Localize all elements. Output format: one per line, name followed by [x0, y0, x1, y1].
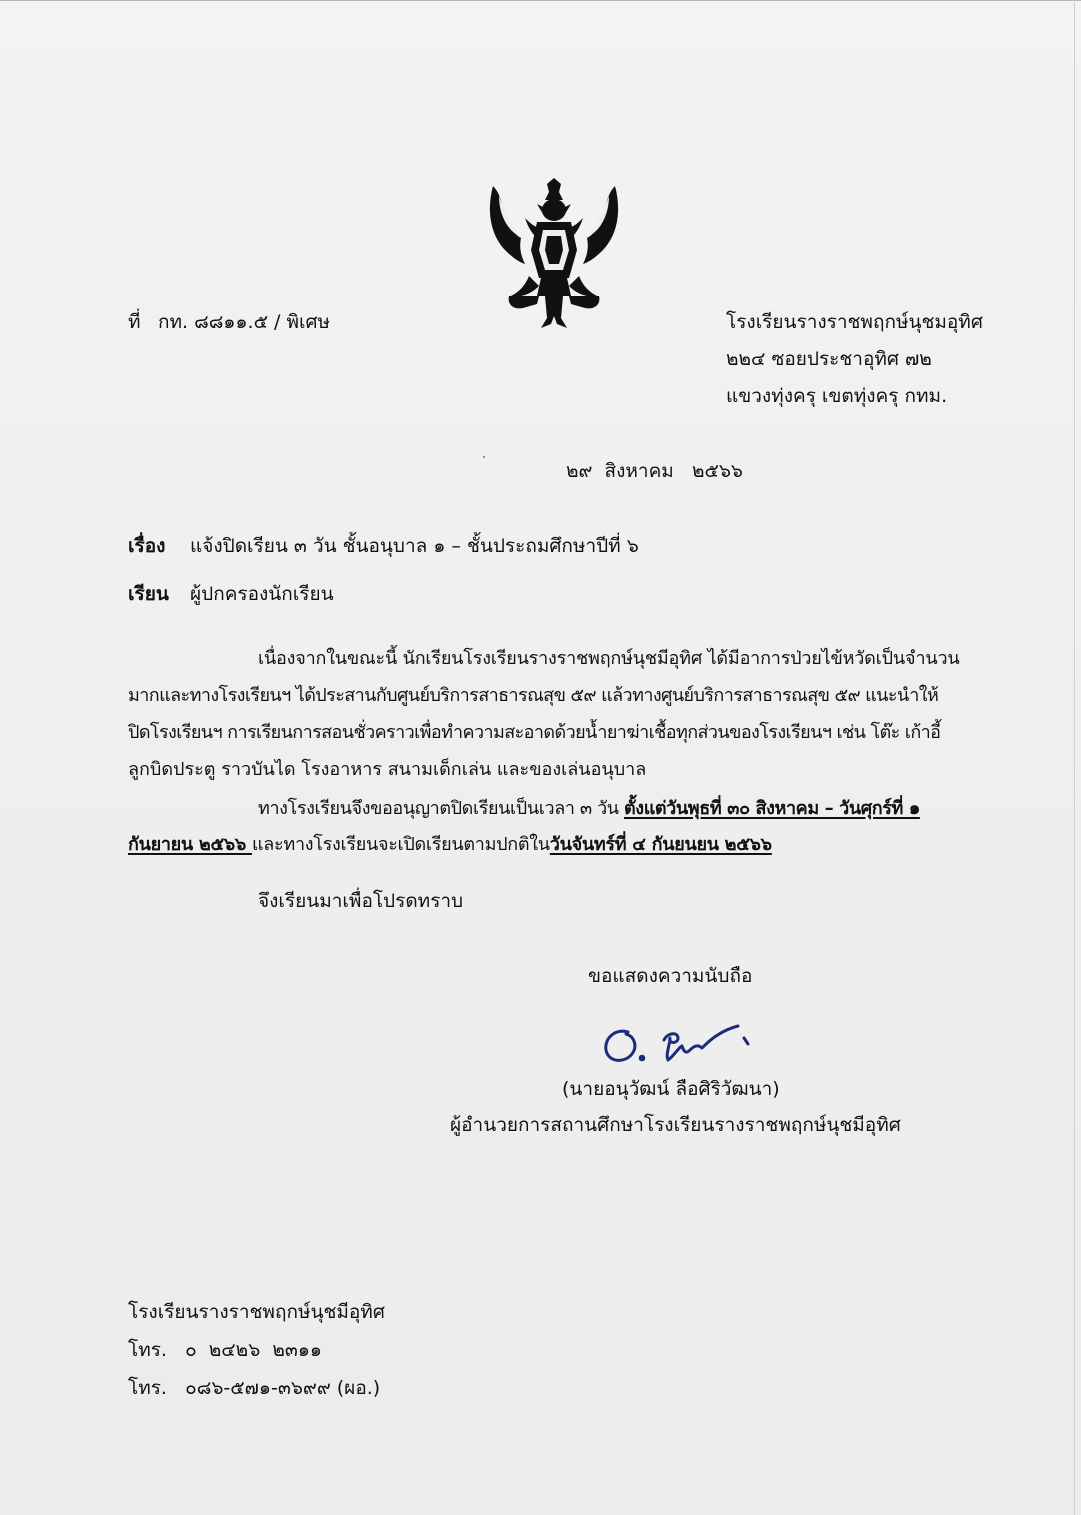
footer-phone-school: โทร. ๐ ๒๔๒๖ ๒๓๑๑ — [128, 1339, 322, 1361]
school-name: โรงเรียนรางราชพฤกษ์นุชมอุทิศ — [726, 311, 983, 333]
body-para2-line2 — [128, 833, 772, 857]
body-para2-line1 — [258, 797, 920, 821]
address-line-1: ๒๒๔ ซอยประชาอุทิศ ๗๒ — [726, 348, 932, 370]
body-para2-line2-plain: และทางโรงเรียนจะเปิดเรียนตามปกติใน — [251, 834, 550, 855]
closure-year-emphasis: กันยายน ๒๕๖๖ — [128, 834, 252, 855]
garuda-emblem-icon — [485, 178, 623, 328]
body-para1-line4: ลูกบิดประตู ราวบันได โรงอาหาร สนามเด็กเล่น และของเล่นอนุบาล — [128, 759, 647, 780]
letter-date: ๒๙ สิงหาคม ๒๕๖๖ — [566, 460, 743, 482]
reference-label: ที่ — [128, 311, 141, 333]
reference-number: กท. ๘๘๑๑.๕ / พิเศษ — [158, 311, 331, 333]
handwritten-signature-icon — [598, 1018, 758, 1070]
body-para1-line3: ปิดโรงเรียนฯ การเรียนการสอนชั่วคราวเพื่อทำความสะอาดด้วยน้ำยาฆ่าเชื้อทุกส่วนของโรงเรียนฯ เช่น โต๊ะ เก้าอี้ — [128, 722, 941, 743]
body-para2-line1-plain: ทางโรงเรียนจึงขออนุญาตปิดเรียนเป็นเวลา ๓ วัน — [258, 798, 625, 819]
footer-phone-director: โทร. ๐๘๖-๕๗๑-๓๖๙๙ (ผอ.) — [128, 1377, 381, 1399]
signatory-position: ผู้อำนวยการสถานศึกษาโรงเรียนรางราชพฤกษ์นุชมีอุทิศ — [450, 1114, 901, 1136]
reopen-date-emphasis: วันจันทร์ที่ ๔ กันยนยน ๒๕๖๖ — [549, 834, 772, 855]
recipient-text: ผู้ปกครองนักเรียน — [190, 583, 334, 605]
scan-edge-top — [0, 0, 1081, 1]
subject-text: แจ้งปิดเรียน ๓ วัน ชั้นอนุบาล ๑ – ชั้นประถมศึกษาปีที่ ๖ — [190, 535, 639, 557]
closing-request: จึงเรียนมาเพื่อโปรดทราบ — [258, 890, 464, 912]
scan-speck — [483, 456, 485, 458]
body-para1-line1: เนื่องจากในขณะนี้ นักเรียนโรงเรียนรางราชพฤกษ์นุชมีอุทิศ ได้มีอาการป่วยไข้หวัดเป็นจำนวน — [258, 648, 960, 669]
closure-dates-emphasis: ตั้งแต่วันพุธที่ ๓๐ สิงหาคม – วันศุกร์ที่ ๑ — [624, 798, 920, 819]
footer-school-name: โรงเรียนรางราชพฤกษ์นุชมีอุทิศ — [128, 1301, 385, 1323]
address-line-2: แขวงทุ่งครุ เขตทุ่งครุ กทม. — [726, 385, 948, 407]
signatory-name: (นายอนุวัฒน์ ลือศิริวัฒนา) — [562, 1078, 780, 1100]
body-para1-line2: มากและทางโรงเรียนฯ ได้ประสานกับศูนย์บริการสาธารณสุข ๕๙ แล้วทางศูนย์บริการสาธารณสุข ๕๙ แนะนำให้ — [128, 685, 939, 706]
recipient-label: เรียน — [128, 583, 169, 605]
regards-text: ขอแสดงความนับถือ — [588, 965, 753, 987]
subject-label: เรื่อง — [128, 535, 166, 557]
scan-edge-right — [1074, 0, 1075, 1515]
